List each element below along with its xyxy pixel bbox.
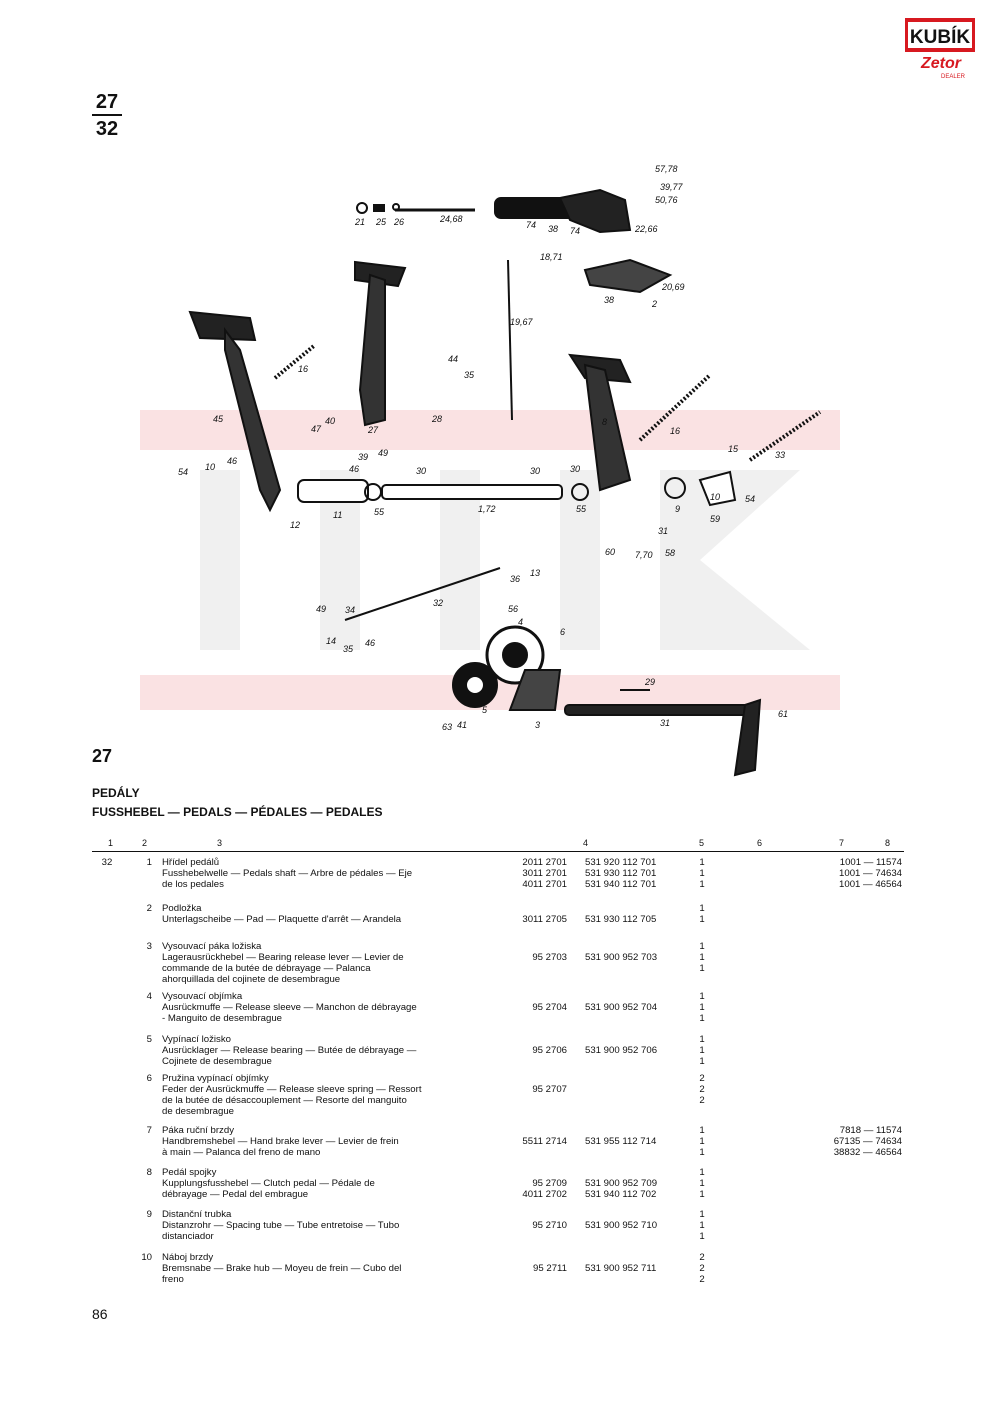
table-cell: 4 bbox=[146, 991, 152, 1002]
table-cell: 2 bbox=[699, 1095, 705, 1106]
section-title-multilingual: FUSSHEBEL — PEDALS — PÉDALES — PEDALES bbox=[92, 805, 383, 819]
callout: 45 bbox=[213, 414, 224, 424]
table-cell: 32 bbox=[101, 857, 113, 868]
table-cell: de los pedales bbox=[162, 879, 224, 890]
table-cell: 1001 — 74634 bbox=[839, 868, 902, 879]
callout: 38 bbox=[548, 224, 559, 234]
table-cell: Pružina vypínací objímky bbox=[162, 1073, 269, 1084]
callout: 61 bbox=[778, 709, 789, 719]
page-number: 86 bbox=[92, 1306, 108, 1322]
callout: 46 bbox=[349, 464, 360, 474]
table-cell: Fusshebelwelle — Pedals shaft — Arbre de pédales — Eje bbox=[162, 868, 413, 879]
table-cell: Podložka bbox=[162, 903, 202, 914]
callout: 38 bbox=[604, 295, 615, 305]
callout: 20,69 bbox=[662, 282, 685, 292]
table-cell bbox=[585, 1252, 695, 1263]
table-cell bbox=[585, 1034, 695, 1045]
table-cell: Hřídel pedálů bbox=[162, 857, 220, 868]
fraction-bar bbox=[92, 114, 122, 116]
callout: 13 bbox=[530, 568, 541, 578]
callout: 56 bbox=[508, 604, 519, 614]
callout: 46 bbox=[227, 456, 238, 466]
table-row bbox=[92, 1252, 904, 1292]
table-cell: 3 bbox=[146, 941, 152, 952]
callout: 15 bbox=[728, 444, 739, 454]
table-cell: 1 bbox=[699, 1189, 705, 1200]
callout: 14 bbox=[326, 636, 337, 646]
table-cell: 4011 2702 bbox=[522, 1189, 567, 1200]
pedals-exploded-diagram bbox=[130, 150, 850, 780]
callout: 19,67 bbox=[510, 317, 533, 327]
callout: 54 bbox=[745, 494, 756, 504]
callout: 41 bbox=[457, 720, 468, 730]
callout: 49 bbox=[378, 448, 389, 458]
kubik-logo bbox=[905, 18, 975, 80]
table-cell: 531 900 952 706 bbox=[585, 1045, 658, 1056]
table-cell: 95 2707 bbox=[532, 1084, 567, 1095]
table-cell: 531 900 952 703 bbox=[585, 952, 658, 963]
table-cell: 1 bbox=[146, 857, 152, 868]
logo-dealer: DEALER bbox=[940, 74, 966, 80]
column-header-6: 6 bbox=[757, 838, 763, 848]
callout: 5 bbox=[482, 705, 488, 715]
section-number: 27 bbox=[92, 746, 113, 766]
callout: 57,78 bbox=[655, 164, 678, 174]
table-cell: 67135 — 74634 bbox=[833, 1136, 902, 1147]
callout: 21 bbox=[355, 217, 366, 227]
callout: 35 bbox=[343, 644, 354, 654]
table-cell: 5511 2714 bbox=[522, 1136, 567, 1147]
table-cell: 531 900 952 710 bbox=[585, 1220, 658, 1231]
table-cell: 3011 2705 bbox=[522, 914, 567, 925]
callout: 10 bbox=[710, 492, 721, 502]
table-cell: 1001 — 11574 bbox=[839, 857, 902, 868]
callout: 26 bbox=[394, 217, 405, 227]
table-cell: 1 bbox=[699, 1056, 705, 1067]
table-cell: 1 bbox=[699, 1002, 705, 1013]
table-cell: 1 bbox=[699, 1231, 705, 1242]
callout: 63 bbox=[442, 722, 453, 732]
column-header-2: 2 bbox=[142, 838, 148, 848]
table-cell: 1 bbox=[699, 857, 705, 868]
table-cell: 2 bbox=[699, 1084, 705, 1095]
table-cell: Ausrücklager — Release bearing — Butée de débrayage — bbox=[162, 1045, 417, 1056]
callout: 24,68 bbox=[440, 214, 463, 224]
table-cell: 1 bbox=[699, 1034, 705, 1045]
callout: 30 bbox=[570, 464, 581, 474]
table-row bbox=[92, 991, 904, 1034]
table-cell: 6 bbox=[146, 1073, 152, 1084]
table-cell: 95 2711 bbox=[533, 1263, 567, 1274]
callout: 36 bbox=[510, 574, 521, 584]
column-header-5: 5 bbox=[699, 838, 705, 848]
table-cell: Kupplungsfusshebel — Clutch pedal — Pédale de bbox=[162, 1178, 375, 1189]
table-cell: 531 955 112 714 bbox=[585, 1136, 657, 1147]
callout: 55 bbox=[576, 504, 587, 514]
table-cell: 3011 2701 bbox=[522, 868, 567, 879]
table-cell: 95 2706 bbox=[532, 1045, 567, 1056]
logo-sub: Zetor bbox=[921, 55, 961, 72]
table-cell: 531 940 112 701 bbox=[585, 879, 657, 890]
diagram-callouts bbox=[178, 164, 788, 732]
table-cell: 1 bbox=[699, 1136, 705, 1147]
table-cell: Pedál spojky bbox=[162, 1167, 217, 1178]
callout: 2 bbox=[652, 299, 658, 309]
table-cell: Distanční trubka bbox=[162, 1209, 232, 1220]
callout: 7,70 bbox=[635, 550, 653, 560]
callout: 16 bbox=[670, 426, 681, 436]
table-cell: freno bbox=[162, 1274, 184, 1285]
table-cell: Unterlagscheibe — Pad — Plaquette d'arrêt — Arandela bbox=[162, 914, 402, 925]
callout: 44 bbox=[448, 354, 459, 364]
table-cell: 1 bbox=[699, 963, 705, 974]
parts-table bbox=[92, 857, 904, 1292]
table-cell: de la butée de désaccouplement — Resorte del manguito bbox=[162, 1095, 407, 1106]
callout: 49 bbox=[316, 604, 327, 614]
table-cell: 10 bbox=[141, 1252, 152, 1263]
table-cell: à main — Palanca del freno de mano bbox=[162, 1147, 321, 1158]
table-cell bbox=[487, 903, 567, 914]
table-cell: 1 bbox=[699, 868, 705, 879]
callout: 11 bbox=[333, 510, 343, 520]
callout: 16 bbox=[298, 364, 309, 374]
table-row bbox=[92, 1034, 904, 1073]
table-cell: 5 bbox=[146, 1034, 152, 1045]
callout: 40 bbox=[325, 416, 336, 426]
table-cell: Páka ruční brzdy bbox=[162, 1125, 234, 1136]
table-cell: 1 bbox=[699, 1045, 705, 1056]
table-cell: distanciador bbox=[162, 1231, 214, 1242]
table-cell: Feder der Ausrückmuffe — Release sleeve spring — Ressort bbox=[162, 1084, 422, 1095]
callout: 30 bbox=[416, 466, 427, 476]
callout: 12 bbox=[290, 520, 301, 530]
callout: 30 bbox=[530, 466, 541, 476]
table-cell: 1001 — 46564 bbox=[839, 879, 902, 890]
table-cell: 1 bbox=[699, 1209, 705, 1220]
table-cell: 7 bbox=[146, 1125, 152, 1136]
table-cell bbox=[585, 941, 695, 952]
table-row bbox=[92, 1209, 904, 1252]
callout: 47 bbox=[311, 424, 322, 434]
callout: 25 bbox=[376, 217, 387, 227]
table-cell: Handbremshebel — Hand brake lever — Levier de frein bbox=[162, 1136, 399, 1147]
table-cell bbox=[487, 941, 567, 952]
callout: 54 bbox=[178, 467, 189, 477]
callout: 33 bbox=[775, 450, 786, 460]
callout: 22,66 bbox=[635, 224, 658, 234]
callout: 55 bbox=[374, 507, 385, 517]
callout: 29 bbox=[645, 677, 656, 687]
table-cell bbox=[487, 1034, 567, 1045]
callout: 74 bbox=[526, 220, 537, 230]
callout: 1,72 bbox=[478, 504, 496, 514]
table-cell: 2011 2701 bbox=[522, 857, 567, 868]
column-header-7: 7 bbox=[839, 838, 845, 848]
table-cell: 2 bbox=[699, 1274, 705, 1285]
callout: 58 bbox=[665, 548, 676, 558]
table-cell: 2 bbox=[699, 1252, 705, 1263]
table-row bbox=[92, 1125, 904, 1167]
table-cell: 1 bbox=[699, 1167, 705, 1178]
callout: 3 bbox=[535, 720, 541, 730]
table-cell: 531 900 952 704 bbox=[585, 1002, 658, 1013]
callout: 31 bbox=[660, 718, 671, 728]
callout: 4 bbox=[518, 617, 524, 627]
table-cell: ahorquillada del cojinete de desembrague bbox=[162, 974, 341, 985]
table-cell bbox=[487, 1125, 567, 1136]
table-cell: commande de la butée de débrayage — Palanca bbox=[162, 963, 371, 974]
table-cell: de desembrague bbox=[162, 1106, 235, 1117]
callout: 60 bbox=[605, 547, 616, 557]
table-cell bbox=[585, 1125, 695, 1136]
column-header-3: 3 bbox=[217, 838, 223, 848]
callout: 39,77 bbox=[660, 182, 683, 192]
fraction-top: 27 bbox=[95, 91, 119, 113]
table-cell: 95 2704 bbox=[532, 1002, 567, 1013]
table-cell bbox=[487, 1252, 567, 1263]
table-cell: débrayage — Pedal del embrague bbox=[162, 1189, 309, 1200]
table-cell: Vysouvací páka ložiska bbox=[162, 941, 262, 952]
table-cell: 95 2703 bbox=[532, 952, 567, 963]
table-cell: 1 bbox=[699, 991, 705, 1002]
table-cell: 4011 2701 bbox=[522, 879, 567, 890]
callout: 59 bbox=[710, 514, 721, 524]
table-cell bbox=[585, 991, 695, 1002]
table-cell: Bremsnabe — Brake hub — Moyeu de frein — Cubo del bbox=[162, 1263, 402, 1274]
callout: 35 bbox=[464, 370, 475, 380]
section-title-czech: PEDÁLY bbox=[92, 786, 140, 800]
column-header-4: 4 bbox=[583, 838, 589, 848]
table-cell: 1 bbox=[699, 1125, 705, 1136]
callout: 31 bbox=[658, 526, 669, 536]
page-fraction bbox=[92, 92, 122, 139]
table-cell: Cojinete de desembrague bbox=[162, 1056, 272, 1067]
callout: 18,71 bbox=[540, 252, 563, 262]
table-row bbox=[92, 1167, 904, 1209]
callout: 74 bbox=[570, 226, 581, 236]
table-cell: Vypínací ložisko bbox=[162, 1034, 231, 1045]
callout: 10 bbox=[205, 462, 216, 472]
table-cell: Lagerausrückhebel — Bearing release lever — Levier de bbox=[162, 952, 404, 963]
table-row bbox=[92, 941, 904, 991]
table-cell: 1 bbox=[699, 941, 705, 952]
table-cell: 95 2710 bbox=[532, 1220, 567, 1231]
table-cell: 38832 — 46564 bbox=[833, 1147, 902, 1158]
callout: 46 bbox=[365, 638, 376, 648]
fraction-bottom: 32 bbox=[95, 118, 119, 140]
table-cell: Náboj brzdy bbox=[162, 1252, 214, 1263]
callout: 8 bbox=[602, 417, 608, 427]
table-cell: - Manguito de desembrague bbox=[162, 1013, 282, 1024]
table-cell: 95 2709 bbox=[532, 1178, 567, 1189]
table-cell: 8 bbox=[146, 1167, 152, 1178]
callout: 50,76 bbox=[655, 195, 678, 205]
table-cell: 2 bbox=[146, 903, 152, 914]
callout: 32 bbox=[433, 598, 444, 608]
table-row bbox=[92, 1073, 904, 1125]
callout: 34 bbox=[345, 605, 356, 615]
table-cell: 531 920 112 701 bbox=[585, 857, 657, 868]
table-cell: 1 bbox=[699, 1220, 705, 1231]
table-cell bbox=[487, 991, 567, 1002]
table-cell: Distanzrohr — Spacing tube — Tube entretoise — Tubo bbox=[162, 1220, 400, 1231]
callout: 6 bbox=[560, 627, 566, 637]
table-cell: 2 bbox=[699, 1263, 705, 1274]
table-cell: 531 900 952 711 bbox=[585, 1263, 657, 1274]
table-cell: 9 bbox=[146, 1209, 152, 1220]
table-row bbox=[92, 857, 904, 903]
table-cell bbox=[487, 1073, 567, 1084]
table-cell: 1 bbox=[699, 879, 705, 890]
table-cell: Ausrückmuffe — Release sleeve — Manchon de débrayage bbox=[162, 1002, 417, 1013]
table-cell: 1 bbox=[699, 914, 705, 925]
callout: 28 bbox=[432, 414, 443, 424]
callout: 27 bbox=[368, 425, 379, 435]
table-cell: 531 900 952 709 bbox=[585, 1178, 658, 1189]
table-row bbox=[92, 903, 904, 941]
table-cell: 531 940 112 702 bbox=[585, 1189, 657, 1200]
table-cell: 2 bbox=[699, 1073, 705, 1084]
table-cell bbox=[585, 903, 695, 914]
column-header-8: 8 bbox=[885, 838, 891, 848]
table-cell: Vysouvací objímka bbox=[162, 991, 243, 1002]
header-rule bbox=[92, 851, 904, 852]
table-cell: 1 bbox=[699, 903, 705, 914]
table-cell: 1 bbox=[699, 952, 705, 963]
callout: 39 bbox=[358, 452, 369, 462]
table-cell: 1 bbox=[699, 1147, 705, 1158]
callout: 9 bbox=[675, 504, 681, 514]
logo-text: KUBÍK bbox=[909, 27, 971, 48]
table-cell: 7818 — 11574 bbox=[839, 1125, 902, 1136]
table-cell: 531 930 112 701 bbox=[585, 868, 657, 879]
table-cell: 1 bbox=[699, 1178, 705, 1189]
table-cell: 531 930 112 705 bbox=[585, 914, 657, 925]
table-cell: 1 bbox=[699, 1013, 705, 1024]
column-header-1: 1 bbox=[108, 838, 114, 848]
